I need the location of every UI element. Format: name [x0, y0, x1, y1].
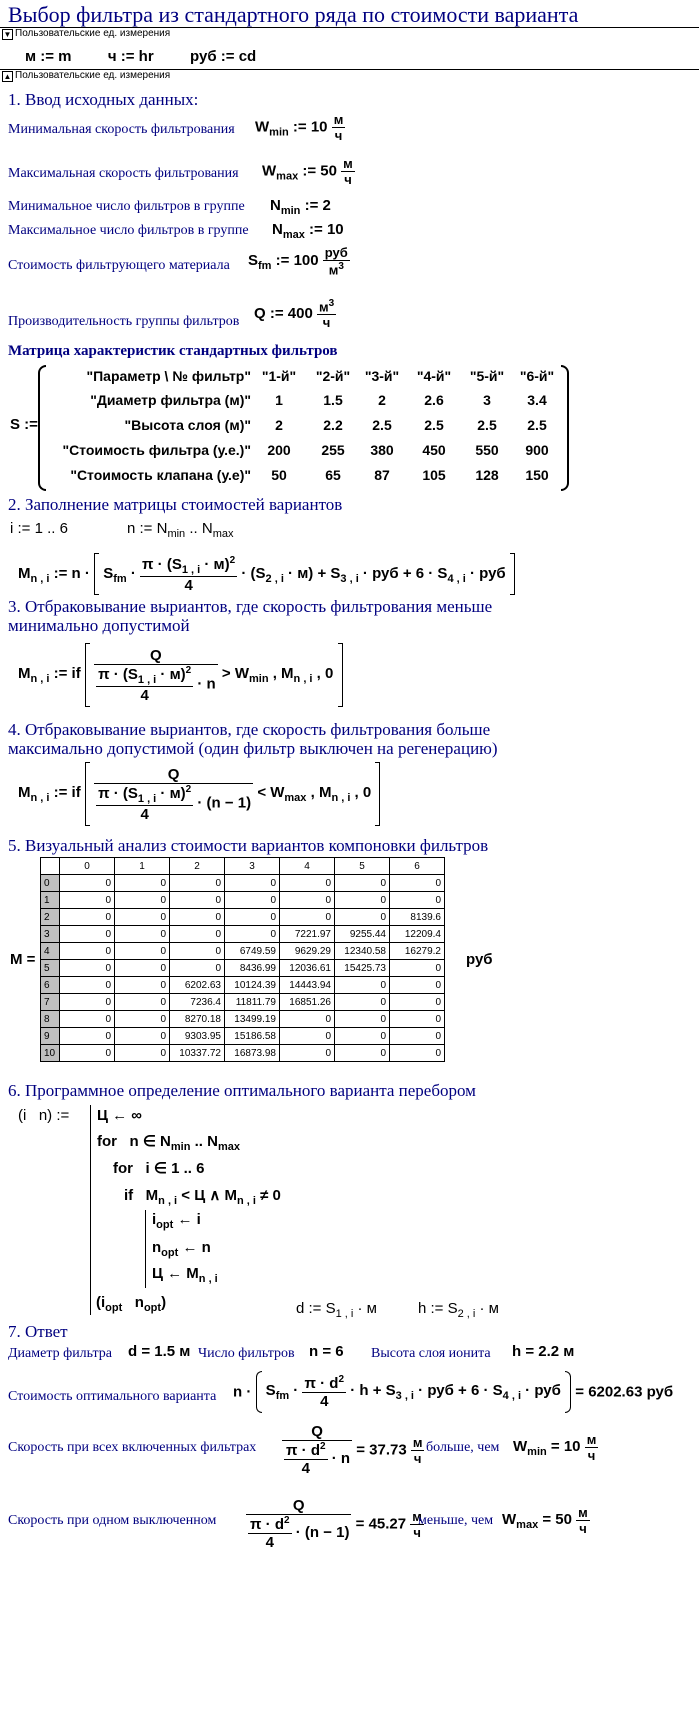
- m-table-cell: 15186.58: [225, 1028, 280, 1045]
- program-line-8: ($i_{opt}$ $n_{opt}$): [96, 1294, 167, 1314]
- answer-speed-all-formula: Q $\frac{\pi \cdot d^2}{4}$ · n = 37.73 $\frac{м}{ч}$: [282, 1423, 424, 1477]
- m-table-cell: 0: [60, 875, 115, 892]
- m-table-row-header: 8: [41, 1011, 60, 1028]
- answer-speed-one-formula: Q $\frac{\pi \cdot d^2}{4}$ · (n − 1) = 45.27 $\frac{м}{ч}$: [246, 1497, 424, 1551]
- m-table-cell: 0: [225, 909, 280, 926]
- m-table-row-header: 6: [41, 977, 60, 994]
- s-matrix-cell: 2.5: [477, 417, 497, 433]
- page-title: Выбор фильтра из стандартного ряда по стоимости варианта: [8, 2, 579, 27]
- m-table-cell: 12340.58: [335, 943, 390, 960]
- m-table-cell: 0: [280, 909, 335, 926]
- m-table-cell: 10124.39: [225, 977, 280, 994]
- s-matrix-cell: 150: [525, 467, 549, 483]
- m-table-cell: 0: [170, 909, 225, 926]
- section-2-heading: 2. Заполнение матрицы стоимостей вариантов: [8, 495, 343, 514]
- m-table-cell: 16873.98: [225, 1045, 280, 1062]
- m-table-cell: 7221.97: [280, 926, 335, 943]
- m-table-cell: 12036.61: [280, 960, 335, 977]
- m-table-cell: 0: [60, 994, 115, 1011]
- s-matrix-cell: 2: [275, 417, 283, 433]
- nmax-label: Максимальное число фильтров в группе: [8, 223, 249, 238]
- s-matrix-cell: 2.5: [424, 417, 444, 433]
- answer-speed-one-label: Скорость при одном выключенном: [8, 1513, 217, 1528]
- m-table-col-header: 5: [335, 858, 390, 875]
- answer-cost-formula: $n \cdot S_{fm}$ · $\frac{\pi \cdot d^2}{4}$ · $h + S_{3 , i}$ · руб + $6 \cdot S_{4 , i}$ · руб = 6202.63 руб: [233, 1371, 673, 1413]
- m-table-cell: 0: [335, 1028, 390, 1045]
- m-table-cell: 0: [390, 1028, 445, 1045]
- s-matrix-cell: 2.5: [527, 417, 547, 433]
- m-table-cell: 7236.4: [170, 994, 225, 1011]
- program-line-2: for n ∈ $N_{min}$ .. $N_{max}$: [97, 1133, 241, 1153]
- answer-n-value: n = 6: [309, 1343, 344, 1360]
- s-matrix-cell: "4-й": [416, 368, 452, 384]
- m-table-cell: 0: [60, 1011, 115, 1028]
- m-table-cell: 0: [60, 1028, 115, 1045]
- section-3-heading-1: 3. Отбраковывание выриантов, где скорость фильтрования меньше: [8, 597, 493, 616]
- s-matrix-cell: 450: [422, 442, 446, 458]
- s-matrix-row-label: "Параметр \ № фильтр": [86, 368, 251, 384]
- s-matrix-row-label: "Высота слоя (м)": [124, 417, 251, 433]
- range-i: i := 1 .. 6: [10, 520, 68, 537]
- collapse-arrow-icon[interactable]: ▼: [3, 30, 12, 39]
- m-table-cell: 0: [335, 977, 390, 994]
- m-table-cell: 0: [280, 1028, 335, 1045]
- m-table-row-header: 1: [41, 892, 60, 909]
- s-matrix-cell: "5-й": [469, 368, 505, 384]
- s-matrix-cell: 50: [271, 467, 287, 483]
- s-matrix-cell: "2-й": [315, 368, 351, 384]
- m-table-cell: 0: [115, 960, 170, 977]
- answer-cost-label: Стоимость оптимального варианта: [8, 1389, 217, 1404]
- s-matrix-cell: 87: [374, 467, 390, 483]
- m-table-row-header: 5: [41, 960, 60, 977]
- m-table-cell: 0: [280, 875, 335, 892]
- program-line-7: Ц ← $M_{n , i}$: [152, 1265, 218, 1285]
- m-table-cell: 0: [115, 943, 170, 960]
- m-table-cell: 0: [390, 1011, 445, 1028]
- m-table-cell: 0: [60, 943, 115, 960]
- s-matrix-left-paren: [38, 365, 46, 491]
- s-matrix-cell: "6-й": [519, 368, 555, 384]
- m-table-col-header: 1: [115, 858, 170, 875]
- m-table-row-header: 10: [41, 1045, 60, 1062]
- m-table-cell: 0: [115, 1028, 170, 1045]
- m-table-row: [41, 1045, 445, 1062]
- section-3-heading-2: минимально допустимой: [8, 616, 190, 635]
- m-table-cell: 0: [170, 943, 225, 960]
- m-table-cell: 0: [115, 909, 170, 926]
- m-table-cell: 0: [60, 1045, 115, 1062]
- m-table-cell: 0: [170, 892, 225, 909]
- m-table-cell: 0: [280, 1011, 335, 1028]
- answer-less-than: меньше, чем: [418, 1513, 494, 1528]
- m-table-cell: 15425.73: [335, 960, 390, 977]
- m-table-cell: 0: [115, 926, 170, 943]
- m-table-cell: 12209.4: [390, 926, 445, 943]
- m-table-row: [41, 909, 445, 926]
- wmin-label: Минимальная скорость фильтрования: [8, 122, 235, 137]
- q-definition[interactable]: Q := 400 $\frac{м^3}{ч}$: [254, 298, 335, 331]
- program-line-6: $n_{opt}$ ← n: [152, 1239, 211, 1259]
- formula-m-fill: $M_{n , i}$ := $n \cdot S_{fm}$ · $\frac{\pi \cdot (S_{1 , i} \cdot м)^2}{4}$ · $(S_{2 , i} \cdot м) + S_{3 , i}$ · руб + $6 \cdot S_{4 , i}$ · руб: [18, 553, 515, 595]
- m-table-cell: 0: [390, 1045, 445, 1062]
- answer-h-label: Высота слоя ионита: [371, 1346, 491, 1361]
- m-table-cell: 0: [390, 892, 445, 909]
- m-table-cell: 0: [115, 1045, 170, 1062]
- m-table-row: [41, 960, 445, 977]
- m-table-cell: 0: [115, 892, 170, 909]
- m-table-row-header: 2: [41, 909, 60, 926]
- unit-m: м := m: [25, 48, 72, 65]
- s-matrix-cell: 380: [370, 442, 394, 458]
- s-matrix-cell: 2.2: [323, 417, 343, 433]
- m-table-row: [41, 994, 445, 1011]
- m-table-cell: 16279.2: [390, 943, 445, 960]
- m-table-cell: 11811.79: [225, 994, 280, 1011]
- m-table-cell: 6749.59: [225, 943, 280, 960]
- m-table-cell: 10337.72: [170, 1045, 225, 1062]
- m-table-cell: 0: [335, 1011, 390, 1028]
- s-matrix-row-label: "Стоимость фильтра (у.е.)": [62, 442, 251, 458]
- s-matrix-cell: 128: [475, 467, 499, 483]
- s-matrix-cell: 2.5: [372, 417, 392, 433]
- program-bar-inner: [145, 1210, 146, 1288]
- wmax-label: Максимальная скорость фильтрования: [8, 166, 239, 181]
- m-table-cell: 8139.6: [390, 909, 445, 926]
- m-table-col-header: 4: [280, 858, 335, 875]
- program-line-3: for i ∈ 1 .. 6: [113, 1160, 205, 1177]
- wmax-definition[interactable]: $W_{max}$ := 50 $\frac{м}{ч}$: [262, 156, 353, 187]
- m-table-cell: 0: [335, 1045, 390, 1062]
- m-table-cell: 0: [115, 977, 170, 994]
- s-matrix-cell: 255: [321, 442, 345, 458]
- m-matrix-table[interactable]: [40, 857, 445, 1062]
- m-table-cell: 0: [225, 892, 280, 909]
- answer-d-value: d = 1.5 м: [128, 1343, 191, 1360]
- formula-m-max-filter: $M_{n , i}$ := if Q $\frac{\pi \cdot (S_{1 , i} \cdot м)^2}{4}$ · (n − 1) < $W_{max}$ , $M_{n , i}$ , 0: [18, 762, 380, 826]
- m-table-cell: 0: [60, 926, 115, 943]
- region-footer[interactable]: ▲ Пользовательские ед. измерения: [0, 69, 699, 84]
- section-4-heading-2: максимально допустимой (один фильтр выключен на регенерацию): [8, 739, 498, 758]
- program-signature: (i n) :=: [18, 1107, 70, 1124]
- m-table-col-header: 6: [390, 858, 445, 875]
- s-matrix-symbol: S :=: [10, 416, 38, 433]
- m-table-cell: 0: [390, 875, 445, 892]
- m-table-col-header: 0: [60, 858, 115, 875]
- m-matrix-unit: руб: [466, 951, 493, 968]
- m-table-row: [41, 943, 445, 960]
- s-matrix-cell: 1.5: [323, 392, 343, 408]
- answer-d-label: Диаметр фильтра: [8, 1346, 113, 1361]
- expand-arrow-icon[interactable]: ▲: [3, 72, 12, 81]
- nmax-definition[interactable]: $N_{max}$ := 10: [272, 221, 344, 241]
- unit-rub: руб := cd: [190, 48, 257, 65]
- m-table-cell: 0: [60, 909, 115, 926]
- m-table-cell: 0: [115, 875, 170, 892]
- program-line-5: $i_{opt}$ ← i: [152, 1211, 201, 1231]
- m-table-cell: 6202.63: [170, 977, 225, 994]
- m-table-cell: 0: [60, 977, 115, 994]
- answer-wmin-compare: $W_{min} = 10$ $\frac{м}{ч}$: [513, 1432, 597, 1463]
- m-table-corner: [41, 858, 60, 875]
- q-label: Производительность группы фильтров: [8, 314, 240, 329]
- m-matrix-symbol: M =: [10, 951, 36, 968]
- s-matrix-cell: 105: [422, 467, 446, 483]
- m-table-cell: 9303.95: [170, 1028, 225, 1045]
- answer-h-value: h = 2.2 м: [512, 1343, 575, 1360]
- m-table-cell: 8436.99: [225, 960, 280, 977]
- s-matrix-cell: 2.6: [424, 392, 444, 408]
- m-table-cell: 0: [280, 892, 335, 909]
- m-table-row: [41, 926, 445, 943]
- s-matrix-cell: 200: [267, 442, 291, 458]
- m-table-cell: 0: [390, 960, 445, 977]
- answer-speed-all-label: Скорость при всех включенных фильтрах: [8, 1440, 257, 1455]
- s-matrix-row-label: "Диаметр фильтра (м)": [90, 392, 251, 408]
- m-table-cell: 9255.44: [335, 926, 390, 943]
- s-matrix-row-label: "Стоимость клапана (у.е)": [70, 467, 251, 483]
- formula-m-min-filter: $M_{n , i}$ := if Q $\frac{\pi \cdot (S_{1 , i} \cdot м)^2}{4}$ · n > $W_{min}$ , $M_{n , i}$ , 0: [18, 643, 343, 707]
- m-table-cell: 0: [115, 994, 170, 1011]
- m-table-row: [41, 977, 445, 994]
- program-line-4: if $M_{n , i} < Ц$ ∧ $M_{n , i} \ne 0$: [124, 1187, 281, 1207]
- section-7-heading: 7. Ответ: [8, 1322, 68, 1341]
- m-table-cell: 0: [335, 875, 390, 892]
- m-table-cell: 14443.94: [280, 977, 335, 994]
- s-matrix-right-paren: [561, 365, 569, 491]
- m-table-col-header: 3: [225, 858, 280, 875]
- m-table-cell: 0: [335, 892, 390, 909]
- s-matrix-heading: Матрица характеристик стандартных фильтров: [8, 343, 338, 359]
- m-table-cell: 0: [390, 994, 445, 1011]
- m-table-row: [41, 875, 445, 892]
- program-line-1: Ц ← ∞: [97, 1107, 142, 1124]
- m-table-cell: 0: [60, 892, 115, 909]
- m-table-row-header: 7: [41, 994, 60, 1011]
- unit-h: ч := hr: [107, 48, 154, 65]
- m-table-cell: 0: [60, 960, 115, 977]
- s-matrix-cell: 1: [275, 392, 283, 408]
- program-bar-outer: [90, 1105, 91, 1315]
- s-matrix-cell: 3: [483, 392, 491, 408]
- h-definition: h := $S_{2 , i} \cdot м$: [418, 1300, 499, 1320]
- s-matrix-cell: "3-й": [364, 368, 400, 384]
- m-table-row-header: 9: [41, 1028, 60, 1045]
- s-matrix-cell: 2: [378, 392, 386, 408]
- nmin-definition[interactable]: $N_{min}$ := 2: [270, 197, 331, 217]
- m-table-cell: 0: [170, 875, 225, 892]
- d-definition: d := $S_{1 , i} \cdot м$: [296, 1300, 377, 1320]
- m-table-cell: 0: [225, 926, 280, 943]
- m-table-cell: 0: [390, 977, 445, 994]
- m-table-cell: 0: [280, 1045, 335, 1062]
- m-table-cell: 16851.26: [280, 994, 335, 1011]
- m-table-row-header: 4: [41, 943, 60, 960]
- m-table-cell: 0: [225, 875, 280, 892]
- s-matrix-cell: 900: [525, 442, 549, 458]
- nmin-label: Минимальное число фильтров в группе: [8, 199, 245, 214]
- m-table-row-header: 0: [41, 875, 60, 892]
- section-1-heading: 1. Ввод исходных данных:: [8, 90, 199, 109]
- s-matrix-cell: 550: [475, 442, 499, 458]
- m-table-row-header: 3: [41, 926, 60, 943]
- section-4-heading-1: 4. Отбраковывание выриантов, где скорость фильтрования больше: [8, 720, 491, 739]
- m-table-cell: 9629.29: [280, 943, 335, 960]
- region-header-expanded[interactable]: ▼ Пользовательские ед. измерения: [0, 27, 699, 42]
- section-5-heading: 5. Визуальный анализ стоимости вариантов компоновки фильтров: [8, 836, 489, 855]
- range-n: n := $N_{min}$ .. $N_{max}$: [127, 520, 234, 540]
- m-table-row: [41, 892, 445, 909]
- m-table-cell: 0: [335, 909, 390, 926]
- wmin-definition[interactable]: $W_{min}$ := 10 $\frac{м}{ч}$: [255, 112, 344, 143]
- answer-more-than: больше, чем: [426, 1440, 500, 1455]
- answer-wmax-compare: $W_{max} = 50$ $\frac{м}{ч}$: [502, 1505, 588, 1536]
- m-table-row: [41, 1011, 445, 1028]
- units-definition: [25, 48, 256, 65]
- answer-n-label: Число фильтров: [198, 1346, 295, 1361]
- section-6-heading: 6. Программное определение оптимального варианта перебором: [8, 1081, 476, 1100]
- s-matrix-cell: 3.4: [527, 392, 547, 408]
- m-table-cell: 0: [335, 994, 390, 1011]
- m-table-cell: 0: [170, 960, 225, 977]
- m-table-row: [41, 1028, 445, 1045]
- m-table-cell: 13499.19: [225, 1011, 280, 1028]
- m-table-cell: 0: [170, 926, 225, 943]
- sfm-label: Стоимость фильтрующего материала: [8, 258, 230, 273]
- s-matrix-cell: "1-й": [261, 368, 297, 384]
- m-table-cell: 0: [115, 1011, 170, 1028]
- m-table-col-header: 2: [170, 858, 225, 875]
- m-table-cell: 8270.18: [170, 1011, 225, 1028]
- s-matrix-cell: 65: [325, 467, 341, 483]
- sfm-definition[interactable]: $S_{fm}$ := 100 $\frac{\text{руб}}{м^3}$: [248, 245, 348, 278]
